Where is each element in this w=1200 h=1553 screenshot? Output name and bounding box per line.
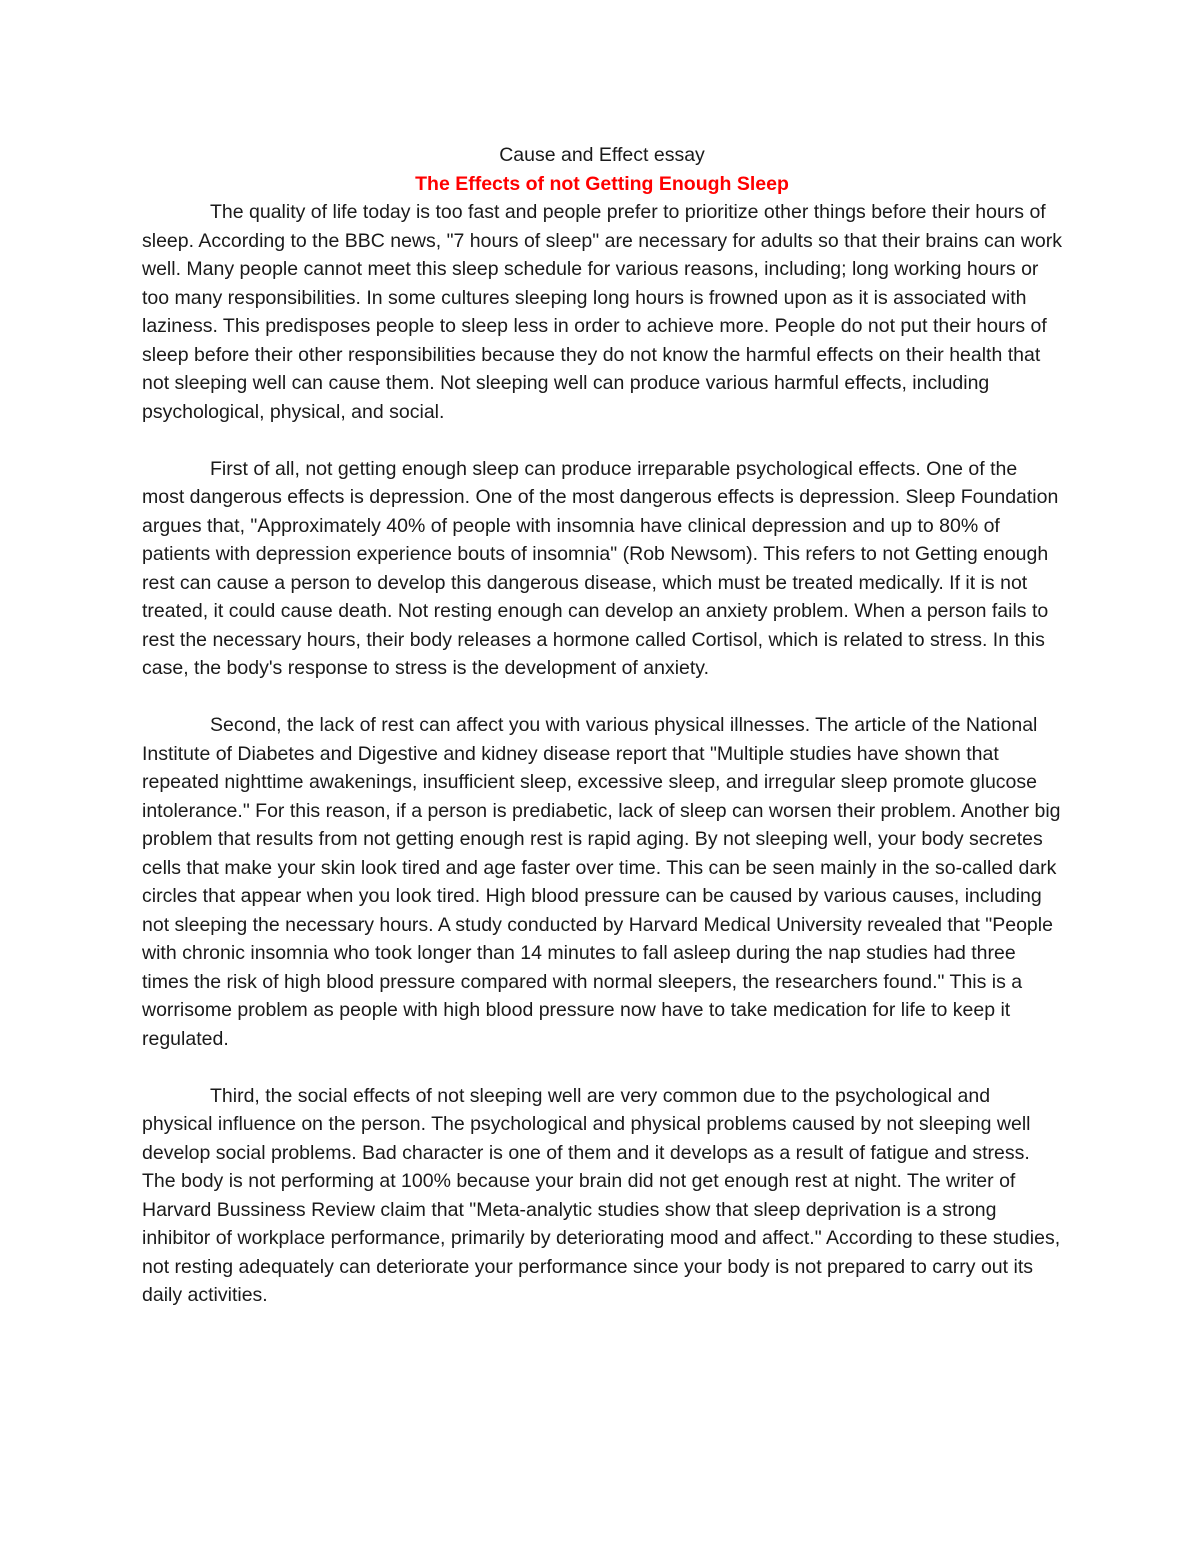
essay-title: The Effects of not Getting Enough Sleep — [415, 172, 789, 195]
paragraph-social-effects: Third, the social effects of not sleeping well are very common due to the psychological and physical influence on the person. The psychological and physical problems caused by not sleeping well develop social problems. Bad character is one of them and it develops as a result of fatigue and stress. The body is not performing at 100% because your brain did not get enough rest at night. The writer of Harvard Bussiness Review claim that "Meta-analytic studies show that sleep deprivation is a strong inhibitor of workplace performance, primarily by deteriorating mood and affect." According to these studies, not resting adequately can deteriorate your performance since your body is not prepared to carry out its daily activities. — [142, 1084, 1061, 1306]
paragraph-psychological-effects: First of all, not getting enough sleep can produce irreparable psychological effects. One of the most dangerous effects is depression. One of the most dangerous effects is depression. Sleep Foundation argues that, "Approximately 40% of people with insomnia have clinical depression and up to 80% of patients with depression experience bouts of insomnia" (Rob Newsom). This refers to not Getting enough rest can cause a person to develop this dangerous disease, which must be treated medically. If it is not treated, it could cause death. Not resting enough can develop an anxiety problem. When a person fails to rest the necessary hours, their body releases a hormone called Cortisol, which is related to stress. In this case, the body's response to stress is the development of anxiety. — [142, 457, 1059, 679]
document-type-heading: Cause and Effect essay — [499, 144, 705, 166]
document-body — [142, 141, 1062, 1338]
paragraph-introduction: The quality of life today is too fast and people prefer to prioritize other things before their hours of sleep. According to the BBC news, "7 hours of sleep" are necessary for adults so that their brains can work well. Many people cannot meet this sleep schedule for various reasons, including; long working hours or too many responsibilities. In some cultures sleeping long hours is frowned upon as it is associated with laziness. This predisposes people to sleep less in order to achieve more. People do not put their hours of sleep before their other responsibilities because they do not know the harmful effects on their health that not sleeping well can cause them. Not sleeping well can produce various harmful effects, including psychological, physical, and social. — [142, 201, 1062, 423]
paragraph-physical-effects: Second, the lack of rest can affect you with various physical illnesses. The article of the National Institute of Diabetes and Digestive and kidney disease report that "Multiple studies have shown that repeated nighttime awakenings, insufficient sleep, excessive sleep, and irregular sleep promote glucose intolerance." For this reason, if a person is prediabetic, lack of sleep can worsen their problem. Another big problem that results from not getting enough rest is rapid aging. By not sleeping well, your body secretes cells that make your skin look tired and age faster over time. This can be seen mainly in the so-called dark circles that appear when you look tired. High blood pressure can be caused by various causes, including not sleeping the necessary hours. A study conducted by Harvard Medical University revealed that "People with chronic insomnia who took longer than 14 minutes to fall asleep during the nap studies had three times the risk of high blood pressure compared with normal sleepers, the researchers found." This is a worrisome problem as people with high blood pressure now have to take medication for life to keep it regulated. — [142, 714, 1061, 1050]
